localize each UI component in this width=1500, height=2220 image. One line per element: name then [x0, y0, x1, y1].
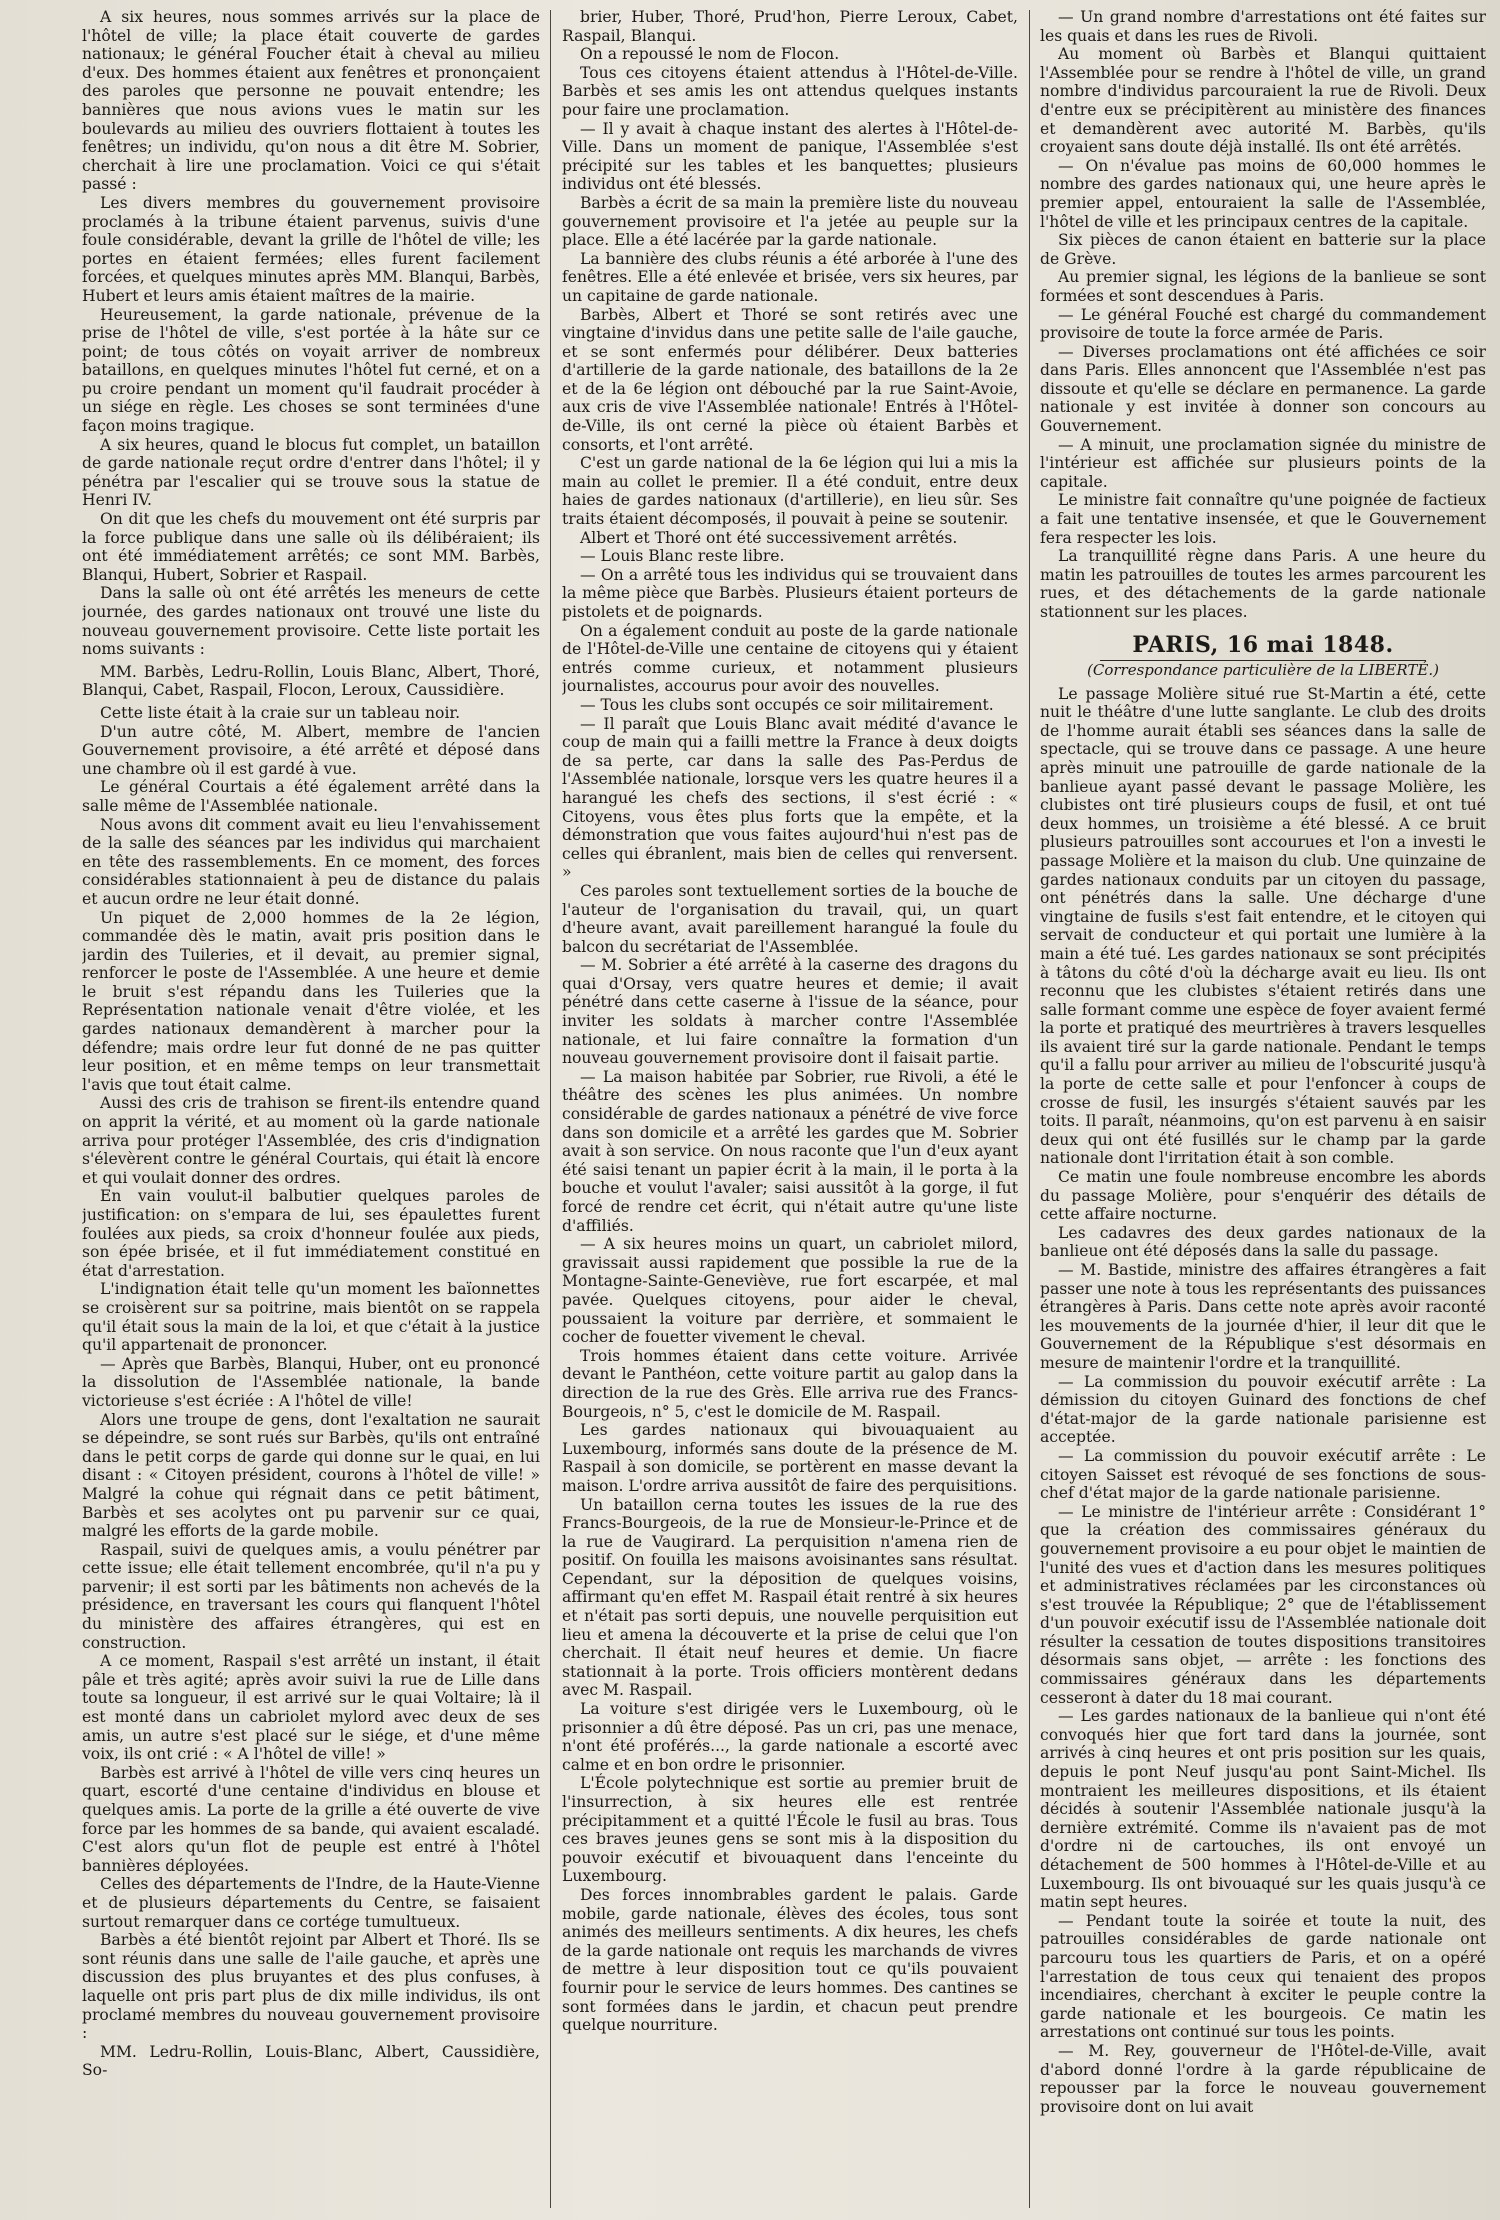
article-paragraph: — La maison habitée par Sobrier, rue Rivoli, a été le théâtre des scènes les plus animées. Un nombre considérable de gardes nationaux a pénétré de vive force dans son domicile et a arrêté les gardes que M. Sobrier avait à son service. On nous raconte que l'un d'eux ayant été saisi tenant un papier écrit à la main, il le porta à la bouche et voulut l'avaler; saisi aussitôt à la gorge, il fut forcé de rendre cet écrit, qui n'était autre qu'une liste d'affiliés. — [562, 1067, 1018, 1235]
article-paragraph: — Pendant toute la soirée et toute la nuit, des patrouilles considérables de garde nationale ont parcouru tous les quartiers de Paris, et on a opéré l'arrestation de tous ceux qui tenaient des propos incendiaires, cherchant à exciter le peuple contre la garde nationale et les bourgeois. Ce matin les arrestations ont continué sur tous les points. — [1040, 1911, 1486, 2042]
article-paragraph: — Après que Barbès, Blanqui, Huber, ont eu prononcé la dissolution de l'Assemblée nationale, la bande victorieuse s'est écriée : A l'hôtel de ville! — [82, 1354, 540, 1410]
article-paragraph: L'École polytechnique est sortie au premier bruit de l'insurrection, à six heures elle est rentrée précipitamment et a quitté l'École le fusil au bras. Tous ces braves jeunes gens se sont mis à la disposition du pouvoir exécutif et bivouaquent dans l'enceinte du Luxembourg. — [562, 1774, 1018, 1886]
article-paragraph: D'un autre côté, M. Albert, membre de l'ancien Gouvernement provisoire, a été arrêté et déposé dans une chambre où il est gardé à vue. — [82, 722, 540, 778]
article-paragraph: — On a arrêté tous les individus qui se trouvaient dans la même pièce que Barbès. Plusieurs étaient porteurs de pistolets et de poignards. — [562, 565, 1018, 621]
article-paragraph: Heureusement, la garde nationale, prévenue de la prise de l'hôtel de ville, s'est portée à la hâte sur ce point; de tous côtés on voyait arriver de nombreux bataillons, en quelques minutes l'hôtel fut cerné, et on a pu croire pendant un moment qu'il faudrait procéder à un siége en règle. Les choses se sont terminées d'une façon moins tragique. — [82, 305, 540, 436]
article-paragraph: Au premier signal, les légions de la banlieue se sont formées et sont descendues à Paris. — [1040, 268, 1486, 305]
article-paragraph: — A six heures moins un quart, un cabriolet milord, gravissait aussi rapidement que possible la rue de la Montagne-Sainte-Geneviève, rue fort escarpée, et mal pavée. Quelques citoyens, pour aider le cheval, poussaient la voiture par derrière, et sommaient le cocher de fouetter vivement le cheval. — [562, 1235, 1018, 1347]
article-paragraph: — Louis Blanc reste libre. — [580, 547, 785, 566]
article-paragraph: — Les gardes nationaux de la banlieue qui n'ont été convoqués hier que fort tard dans la journée, sont arrivés à cinq heures et ont pris position sur les quais, depuis le pont Neuf jusqu'au pont Saint-Michel. Ils montraient les meilleures dispositions, et ils étaient décidés à soutenir l'Assemblée nationale jusqu'à la dernière extrémité. Comme ils n'avaient pas de mot d'ordre ni de cartouches, ils ont envoyé un détachement de 500 hommes à l'Hôtel-de-Ville et au Luxembourg. Ils ont bivouaqué sur les quais jusqu'à ce matin sept heures. — [1040, 1707, 1486, 1912]
article-paragraph: — M. Bastide, ministre des affaires étrangères a fait passer une note à tous les représentants des puissances étrangères à Paris. Dans cette note après avoir raconté les mouvements de la journée d'hier, il leur dit que le Gouvernement de la République s'est désormais en mesure de maintenir l'ordre et la tranquillité. — [1040, 1261, 1486, 1372]
article-paragraph: Aussi des cris de trahison se firent-ils entendre quand on apprit la vérité, et au moment où la garde nationale arriva pour protéger l'Assemblée, des cris d'indignation s'élevèrent contre le général Courtais, qui était là encore et qui voulait donner des ordres. — [82, 1094, 540, 1187]
article-paragraph: Raspail, suivi de quelques amis, a voulu pénétrer par cette issue; elle était tellement encombrée, qu'il n'a pu y parvenir; il est sorti par les bâtiments non achevés de la présidence, en traversant les cours qui flanquent l'hôtel du ministère des affaires étrangères, qui est en construction. — [82, 1540, 540, 1652]
column-3-top — [1040, 8, 1486, 622]
article-paragraph: Le passage Molière situé rue St-Martin a été, cette nuit le théâtre d'une lutte sanglante. Le club des droits de l'homme aurait établi ses séances dans la salle de spectacle, qui se trouve dans ce passage. A une heure après minuit une patrouille de garde nationale de la banlieue ayant passé devant le passage Molière, les clubistes ont tiré plusieurs coups de fusil, et ont tué deux hommes, un troisième a été blessé. A ce bruit plusieurs patrouilles sont accourues et l'on a investi le passage Molière et la maison du club. Une quinzaine de gardes nationaux conduits par un citoyen du passage, ont pénétrés dans la salle. Une décharge d'une vingtaine de fusils s'est fait entendre, et le citoyen qui servait de conducteur et qui portait une lumière à la main a été tué. Les gardes nationaux se sont précipités à tâtons du côté d'où la décharge avait eu lieu. Ils ont reconnu que les clubistes s'étaient retirés dans une salle formant comme une espèce de foyer avaient fermé la porte et pratiqué des meurtrières à travers lesquelles ils avaient tiré sur la garde nationale. Pendant le temps qu'il a fallu pour arriver au milieu de l'obscurité jusqu'à la porte de cette salle et pour l'enfoncer à coups de crosse de fusil, les insurgés s'étaient sauvés par les toits. Il paraît, néanmoins, qu'on est parvenu à en saisir deux qui ont été fusillés sur le champ par la garde nationale dont l'irritation était à son comble. — [1040, 684, 1486, 1168]
article-paragraph: Six pièces de canon étaient en batterie sur la place de Grève. — [1040, 231, 1486, 268]
article-paragraph: — A minuit, une proclamation signée du ministre de l'intérieur est affichée sur plusieurs points de la capitale. — [1040, 435, 1486, 491]
article-paragraph: Un piquet de 2,000 hommes de la 2e légion, commandée dès le matin, avait pris position dans le jardin des Tuileries, et il devait, au premier signal, renforcer le poste de l'Assemblée. A une heure et demie le bruit s'est répandu dans les Tuileries que la Représentation nationale venait d'être violée, et les gardes nationaux demandèrent à marcher pour la défendre; mais ordre leur fut donné de ne pas quitter leur position, et en même temps on leur transmettait l'avis que tout était calme. — [82, 908, 540, 1094]
article-paragraph: Barbès a été bientôt rejoint par Albert et Thoré. Ils se sont réunis dans une salle de l'aile gauche, et après une discussion des plus bruyantes et des plus confuses, à laquelle ont pris part plus de dix mille individus, ils ont proclamé membres du nouveau gouvernement provisoire : — [82, 1931, 540, 2043]
correspondance-credit: (Correspondance particulière de la LIBERTÉ.) — [1087, 660, 1439, 679]
column-1 — [82, 8, 540, 2210]
article-paragraph: Barbès est arrivé à l'hôtel de ville vers cinq heures un quart, escorté d'une centaine d'individus en blouse et quelques amis. La porte de la grille a été ouverte de vive force par les hommes de sa bande, qui avaient escaladé. C'est alors qu'un flot de peuple est entré à l'hôtel bannières déployées. — [82, 1763, 540, 1875]
dateline: PARIS, 16 mai 1848. — [1132, 631, 1394, 658]
article-paragraph: — La commission du pouvoir exécutif arrête : Le citoyen Saisset est révoqué de ses fonctions de sous-chef d'état major de la garde nationale parisienne. — [1040, 1446, 1486, 1503]
article-paragraph: Celles des départements de l'Indre, de la Haute-Vienne et de plusieurs départements du Centre, se faisaient surtout remarquer dans ce cortége tumultueux. — [82, 1875, 540, 1931]
article-paragraph: L'indignation était telle qu'un moment les baïonnettes se croisèrent sur sa poitrine, mais bientôt on se rappela qu'il était sous la main de la loi, et que c'était à la justice qu'il appartenait de prononcer. — [82, 1280, 540, 1355]
column-3-bottom — [1040, 685, 1486, 2117]
article-paragraph: A six heures, nous sommes arrivés sur la place de l'hôtel de ville; la place était couverte de gardes nationaux; le général Foucher était à cheval au milieu d'eux. Des hommes étaient aux fenêtres et prononçaient des paroles que personne ne pouvait entendre; les bannières que nous avions vues le matin sur les boulevards au milieu des ouvriers flottaient à toutes les fenêtres; un individu, qu'on nous a dit être M. Sobrier, cherchait à lire une proclamation. Voici ce qui s'était passé : — [82, 8, 540, 194]
article-paragraph: Le ministre fait connaître qu'une poignée de factieux a fait une tentative insensée, et que le Gouvernement fera respecter les lois. — [1040, 491, 1486, 547]
article-paragraph: Le général Courtais a été également arrêté dans la salle même de l'Assemblée nationale. — [82, 778, 540, 815]
article-paragraph: Au moment où Barbès et Blanqui quittaient l'Assemblée pour se rendre à l'hôtel de ville, un grand nombre d'individus parcouraient la rue de Rivoli. Deux d'entre eux se précipitèrent au ministère des finances et demandèrent avec autorité M. Barbès, qu'ils croyaient sans doute déjà installé. Ils ont été arrêtés. — [1040, 45, 1486, 157]
article-paragraph: Dans la salle où ont été arrêtés les meneurs de cette journée, des gardes nationaux ont trouvé une liste du nouveau gouvernement provisoire. Cette liste portait les noms suivants : — [82, 584, 540, 659]
article-paragraph: A six heures, quand le blocus fut complet, un bataillon de garde nationale reçut ordre d'entrer dans l'hôtel; il y pénétra par l'escalier qui se trouve sous la statue de Henri IV. — [82, 435, 540, 510]
article-paragraph: C'est un garde national de la 6e légion qui lui a mis la main au collet le premier. Il a été conduit, entre deux haies de gardes nationaux (d'artillerie), en lieu sûr. Ses traits étaient décomposés, il pouvait à peine se soutenir. — [562, 454, 1018, 529]
article-paragraph: La bannière des clubs réunis a été arborée à l'une des fenêtres. Elle a été enlevée et brisée, vers six heures, par un capitaine de garde nationale. — [562, 249, 1018, 305]
article-paragraph: — On n'évalue pas moins de 60,000 hommes le nombre des gardes nationaux qui, une heure après le premier appel, entouraient la salle de l'Assemblée, l'hôtel de ville et les principaux centres de la capitale. — [1040, 156, 1486, 231]
article-paragraph: La tranquillité règne dans Paris. A une heure du matin les patrouilles de toutes les armes parcourent les rues, et des détachements de la garde nationale stationnent sur les places. — [1040, 547, 1486, 621]
article-paragraph: Un bataillon cerna toutes les issues de la rue des Francs-Bourgeois, de la rue de Monsieur-le-Prince et de la rue de Vaugirard. La perquisition n'amena rien de positif. On fouilla les maisons avoisinantes sans résultat. Cependant, sur la déposition de quelques voisins, affirmant qu'en effet M. Raspail était rentré à six heures et n'était pas sorti depuis, une nouvelle perquisition eut lieu et amena la découverte et la prise de celui que l'on cherchait. Il était neuf heures et demie. Un fiacre stationnait à la porte. Trois officiers montèrent dedans avec M. Raspail. — [562, 1495, 1018, 1700]
article-paragraph: — Un grand nombre d'arrestations ont été faites sur les quais et dans les rues de Rivoli. — [1040, 8, 1486, 45]
article-paragraph: En vain voulut-il balbutier quelques paroles de justification: on s'empara de lui, ses épaulettes furent foulées aux pieds, sa croix d'honneur foulée aux pieds, son épée brisée, et il fut immédiatement constitué en état d'arrestation. — [82, 1187, 540, 1280]
article-paragraph: Les gardes nationaux qui bivouaquaient au Luxembourg, informés sans doute de la présence de M. Raspail à son domicile, se portèrent en masse devant la maison. L'ordre arriva aussitôt de faire des perquisitions. — [562, 1421, 1018, 1495]
article-paragraph: Ce matin une foule nombreuse encombre les abords du passage Molière, pour s'enquérir des détails de cette affaire nocturne. — [1040, 1168, 1486, 1224]
article-paragraph: — Diverses proclamations ont été affichées ce soir dans Paris. Elles annoncent que l'Assemblée n'est pas dissoute et qu'elle se déclare en permanence. La garde nationale y est invitée à donner son concours au Gouvernement. — [1040, 342, 1486, 436]
article-paragraph: La voiture s'est dirigée vers le Luxembourg, où le prisonnier a dû être déposé. Pas un cri, pas une menace, n'ont été proférés..., la garde nationale a escorté avec calme et en bon ordre le prisonnier. — [562, 1700, 1018, 1774]
column-3 — [1040, 8, 1486, 2210]
article-paragraph: brier, Huber, Thoré, Prud'hon, Pierre Leroux, Cabet, Raspail, Blanqui. — [562, 8, 1018, 45]
article-paragraph: — Il paraît que Louis Blanc avait médité d'avance le coup de main qui a failli mettre la France à deux doigts de sa perte, car dans la salle des Pas-Perdus de l'Assemblée nationale, lorsque vers les quatre heures il a harangué les chefs des sections, il s'est écrié : « Citoyens, vous êtes plus forts que la empête, et la démonstration que vous faites aujourd'hui n'est pas de celles qui ébranlent, mais bien de celles qui renversent. » — [562, 714, 1018, 882]
article-paragraph: On a également conduit au poste de la garde nationale de l'Hôtel-de-Ville une centaine de citoyens qui y étaient entrés comme curieux, et notamment plusieurs journalistes, accourus pour avoir des nouvelles. — [562, 621, 1018, 696]
article-paragraph: Barbès, Albert et Thoré se sont retirés avec une vingtaine d'invidus dans une petite salle de l'aile gauche, et se sont enfermés pour délibérer. Deux batteries d'artillerie de la garde nationale, des bataillons de la 2e et de la 6e légion ont débouché par la rue Saint-Avoie, aux cris de vive l'Assemblée nationale! Entrés à l'Hôtel-de-Ville, ils ont cerné la pièce où étaient Barbès et consorts, et l'ont arrêté. — [562, 305, 1018, 454]
article-paragraph: Ces paroles sont textuellement sorties de la bouche de l'auteur de l'organisation du travail, qui, un quart d'heure avant, avait pareillement harangué la foule du balcon du secrétariat de l'Assemblée. — [562, 881, 1018, 956]
article-paragraph: Alors une troupe de gens, dont l'exaltation ne saurait se dépeindre, se sont rués sur Barbès, qu'ils ont entraîné dans le petit corps de garde qui donne sur le quai, en lui disant : « Citoyen président, courons à l'hôtel de ville! » Malgré la cohue qui régnait dans ce petit bâtiment, Barbès et ses acolytes ont pu parvenir sur ce quai, malgré les efforts de la garde mobile. — [82, 1410, 540, 1541]
article-paragraph: Les divers membres du gouvernement provisoire proclamés à la tribune étaient parvenus, suivis d'une foule considérable, devant la grille de l'hôtel de ville; les portes en étaient fermées; elles furent facilement forcées, et quelques minutes après MM. Blanqui, Barbès, Hubert et leurs amis étaient maîtres de la mairie. — [82, 193, 540, 305]
article-paragraph: Albert et Thoré ont été successivement arrêtés. — [580, 528, 958, 547]
column-rule — [550, 10, 551, 2208]
article-paragraph: Les cadavres des deux gardes nationaux de la banlieue ont été déposés dans la salle du passage. — [1040, 1223, 1486, 1261]
article-paragraph: Barbès a écrit de sa main la première liste du nouveau gouvernement provisoire et l'a jetée au peuple sur la place. Elle a été lacérée par la garde nationale. — [562, 193, 1018, 250]
article-paragraph: Cette liste était à la craie sur un tableau noir. — [100, 703, 461, 722]
article-paragraph: — Le ministre de l'intérieur arrête : Considérant 1° que la création des commissaires généraux du gouvernement provisoire a eu pour objet le maintien de l'unité des vues et d'action dans les mesures politiques et administratives réclamées par les circonstances où s'est trouvée la République; 2° que de l'établissement d'un pouvoir exécutif issu de l'Assemblée nationale doit résulter la cessation de toutes dispositions transitoires désormais sans objet, — arrête : les fonctions des commissaires généraux dans les départements cesseront à dater du 18 mai courant. — [1040, 1502, 1486, 1707]
article-paragraph: Trois hommes étaient dans cette voiture. Arrivée devant le Panthéon, cette voiture partit au galop dans la direction de la rue des Grès. Elle arriva rue des Francs-Bourgeois, n° 5, c'est le domicile de M. Raspail. — [562, 1346, 1018, 1421]
article-paragraph: — Tous les clubs sont occupés ce soir militairement. — [580, 695, 994, 714]
article-paragraph: Des forces innombrables gardent le palais. Garde mobile, garde nationale, élèves des écoles, tous sont animés des meilleurs sentiments. A dix heures, les chefs de la garde nationale ont requis les marchands de vivres de mettre à leur disposition tout ce qu'ils pouvaient fournir pour le service de leurs hommes. Des cantines se sont formées dans le jardin, et chacun peut prendre quelque nourriture. — [562, 1885, 1018, 2035]
article-paragraph: — M. Sobrier a été arrêté à la caserne des dragons du quai d'Orsay, vers quatre heures et demie; il avait pénétré dans cette caserne à l'issue de la séance, pour inviter les soldats à marcher contre l'Assemblée nationale, et lui faire connaître la formation d'un nouveau gouvernement provisoire dont il faisait partie. — [562, 956, 1018, 1068]
article-paragraph: — Le général Fouché est chargé du commandement provisoire de toute la force armée de Paris. — [1040, 305, 1486, 343]
article-paragraph: Tous ces citoyens étaient attendus à l'Hôtel-de-Ville. Barbès et ses amis les ont attendus quelques instants pour faire une proclamation. — [562, 63, 1018, 119]
article-paragraph: MM. Ledru-Rollin, Louis-Blanc, Albert, Caussidière, So- — [82, 2042, 540, 2080]
article-paragraph: MM. Barbès, Ledru-Rollin, Louis Blanc, Albert, Thoré, Blanqui, Cabet, Raspail, Flocon, Leroux, Caussidière. — [82, 662, 540, 700]
column-rule — [1029, 10, 1030, 2208]
article-paragraph: On a repoussé le nom de Flocon. — [580, 45, 840, 64]
article-paragraph: — M. Rey, gouverneur de l'Hôtel-de-Ville, avait d'abord donné l'ordre à la garde républicaine de repousser par la force le nouveau gouvernement provisoire dont on lui avait — [1040, 2041, 1486, 2116]
article-paragraph: On dit que les chefs du mouvement ont été surpris par la force publique dans une salle où ils délibéraient; ils ont été immédiatement arrêtés; ce sont MM. Barbès, Blanqui, Hubert, Sobrier et Raspail. — [82, 510, 540, 584]
article-paragraph: A ce moment, Raspail s'est arrêté un instant, il était pâle et très agité; après avoir suivi la rue de Lille dans toute sa longueur, il est arrivé sur le quai Voltaire; là il est monté dans un cabriolet mylord avec deux de ses amis, un autre s'est placé sur le siége, et d'une même voix, ils ont crié : « A l'hôtel de ville! » — [82, 1652, 540, 1764]
article-paragraph: — Il y avait à chaque instant des alertes à l'Hôtel-de-Ville. Dans un moment de panique, l'Assemblée s'est précipité sur les tables et les banquettes; plusieurs individus ont été blessés. — [562, 119, 1018, 194]
column-2 — [562, 8, 1018, 2210]
article-paragraph: Nous avons dit comment avait eu lieu l'envahissement de la salle des séances par les individus qui marchaient en tête des rassemblements. En ce moment, des forces considérables stationnaient à peu de distance du palais et aucun ordre ne leur était donné. — [82, 815, 540, 908]
article-paragraph: — La commission du pouvoir exécutif arrête : La démission du citoyen Guinard des fonctions de chef d'état-major de la garde nationale parisienne est acceptée. — [1040, 1372, 1486, 1447]
